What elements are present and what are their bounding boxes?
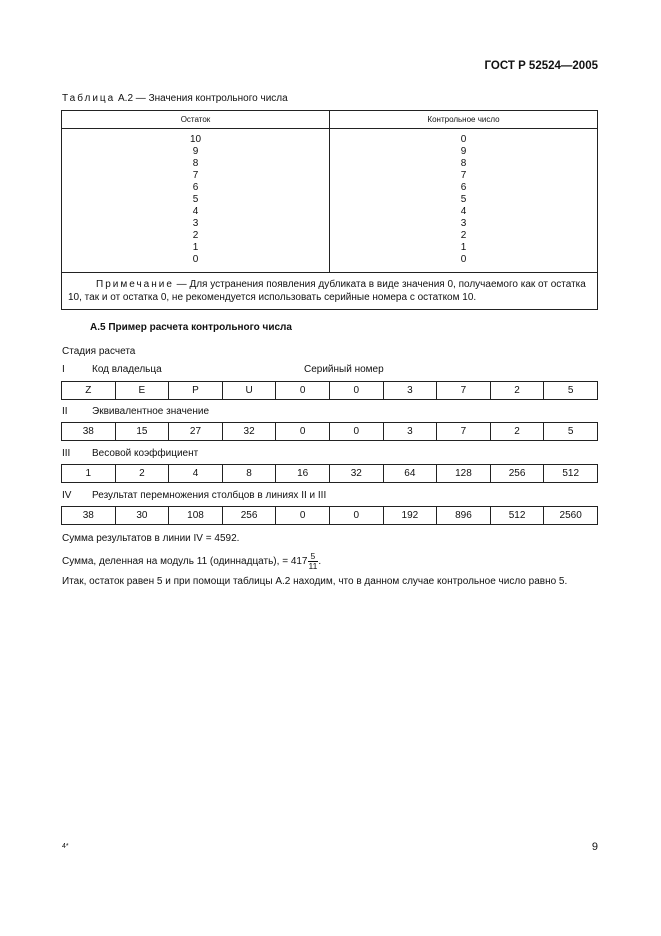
grid-cell: 0 (276, 423, 330, 441)
grid-cell: 0 (329, 423, 383, 441)
grid-cell: 0 (276, 507, 330, 525)
remainder-list (62, 134, 329, 266)
check-digit-table (61, 110, 598, 310)
grid-row (62, 507, 598, 525)
line-1-text: Код владельца (92, 364, 162, 375)
remainder-value: 8 (192, 158, 199, 169)
division-text: Сумма, деленная на модуль 11 (одиннадцать), = 417 (62, 556, 308, 568)
table-title-prefix: Таблица (62, 93, 116, 104)
grid-cell: 2560 (544, 507, 598, 525)
line-4-label (62, 490, 326, 501)
remainder-value: 6 (192, 182, 199, 193)
check-digit-value: 5 (460, 194, 467, 205)
line-1-number: I (62, 364, 65, 375)
serial-number-label: Серийный номер (304, 364, 384, 375)
grid-cell: 5 (544, 423, 598, 441)
remainder-value: 3 (192, 218, 199, 229)
check-digit-list (330, 134, 597, 266)
line-2-grid (61, 422, 598, 441)
grid-cell: 896 (437, 507, 491, 525)
line-2-label (62, 406, 209, 417)
grid-cell: 512 (490, 507, 544, 525)
grid-cell: 3 (383, 423, 437, 441)
conclusion-paragraph: Итак, остаток равен 5 и при помощи таблицы А.2 находим, что в данном случае контрольное число равно 5. (62, 576, 568, 587)
grid-cell: P (169, 382, 223, 400)
grid-cell: 2 (115, 465, 169, 483)
sum-paragraph: Сумма результатов в линии IV = 4592. (62, 533, 240, 544)
remainder-value: 7 (192, 170, 199, 181)
grid-cell: 7 (437, 382, 491, 400)
section-heading: А.5 Пример расчета контрольного числа (90, 322, 292, 333)
remainder-value: 0 (192, 254, 199, 265)
grid-row (62, 465, 598, 483)
line-1-grid (61, 381, 598, 400)
grid-cell: Z (62, 382, 116, 400)
remainder-value: 10 (189, 134, 202, 145)
grid-cell: 512 (544, 465, 598, 483)
grid-cell: 0 (329, 382, 383, 400)
footer-mark: 4* (62, 843, 69, 850)
grid-cell: 38 (62, 507, 116, 525)
remainder-value: 1 (192, 242, 199, 253)
table-note (62, 273, 598, 310)
check-digit-value: 6 (460, 182, 467, 193)
grid-cell: 256 (222, 507, 276, 525)
grid-cell: 128 (437, 465, 491, 483)
grid-row (62, 382, 598, 400)
grid-cell: 2 (490, 382, 544, 400)
line-3-grid (61, 464, 598, 483)
division-paragraph (62, 552, 321, 571)
grid-cell: 38 (62, 423, 116, 441)
line-2-text: Эквивалентное значение (92, 406, 210, 417)
check-digit-value: 7 (460, 170, 467, 181)
remainder-value: 5 (192, 194, 199, 205)
fraction (308, 551, 322, 571)
check-digit-value: 2 (460, 230, 467, 241)
fraction-denominator: 11 (308, 561, 318, 571)
check-digit-value: 3 (460, 218, 467, 229)
line-2-number: II (62, 406, 68, 417)
grid-cell: 2 (490, 423, 544, 441)
remainder-value: 4 (192, 206, 199, 217)
remainder-value: 9 (192, 146, 199, 157)
check-digit-value: 0 (460, 254, 467, 265)
grid-cell: 108 (169, 507, 223, 525)
grid-cell: 8 (222, 465, 276, 483)
check-digit-value: 1 (460, 242, 467, 253)
grid-cell: 32 (222, 423, 276, 441)
remainder-column (62, 129, 330, 273)
col-header-check-digit: Контрольное число (330, 111, 598, 129)
grid-cell: 27 (169, 423, 223, 441)
grid-cell: 30 (115, 507, 169, 525)
grid-cell: 7 (437, 423, 491, 441)
line-3-text: Весовой коэффициент (92, 448, 199, 459)
fraction-numerator: 5 (308, 552, 319, 562)
grid-cell: 1 (62, 465, 116, 483)
grid-cell: 15 (115, 423, 169, 441)
check-digit-value: 0 (460, 134, 467, 145)
grid-cell: 256 (490, 465, 544, 483)
table-title (62, 93, 288, 104)
line-3-label (62, 448, 198, 459)
standard-code: ГОСТ Р 52524—2005 (484, 60, 598, 72)
grid-cell: 4 (169, 465, 223, 483)
col-header-remainder: Остаток (62, 111, 330, 129)
remainder-value: 2 (192, 230, 199, 241)
line-1-label (62, 364, 162, 375)
grid-cell: E (115, 382, 169, 400)
grid-cell: 192 (383, 507, 437, 525)
grid-cell: 16 (276, 465, 330, 483)
stage-label: Стадия расчета (62, 346, 136, 357)
check-digit-column (330, 129, 598, 273)
line-4-text: Результат перемножения столбцов в линиях II и III (92, 490, 327, 501)
check-digit-value: 8 (460, 158, 467, 169)
line-4-number: IV (62, 490, 72, 501)
check-digit-value: 4 (460, 206, 467, 217)
grid-cell: 3 (383, 382, 437, 400)
grid-cell: 32 (329, 465, 383, 483)
page-number: 9 (591, 841, 598, 853)
line-4-grid (61, 506, 598, 525)
grid-cell: U (222, 382, 276, 400)
division-end: . (318, 556, 322, 568)
grid-cell: 0 (276, 382, 330, 400)
grid-row (62, 423, 598, 441)
grid-cell: 5 (544, 382, 598, 400)
table-title-rest: А.2 — Значения контрольного числа (118, 93, 288, 104)
note-text: — Для устранения появления дубликата в виде значения 0, получаемого как от остатка 10, так и от остатка 0, не рекомендуется использовать серийные номера с остатком 10. (68, 279, 586, 303)
grid-cell: 64 (383, 465, 437, 483)
note-label: Примечание (96, 279, 174, 290)
check-digit-value: 9 (460, 146, 467, 157)
grid-cell: 0 (329, 507, 383, 525)
line-3-number: III (62, 448, 71, 459)
